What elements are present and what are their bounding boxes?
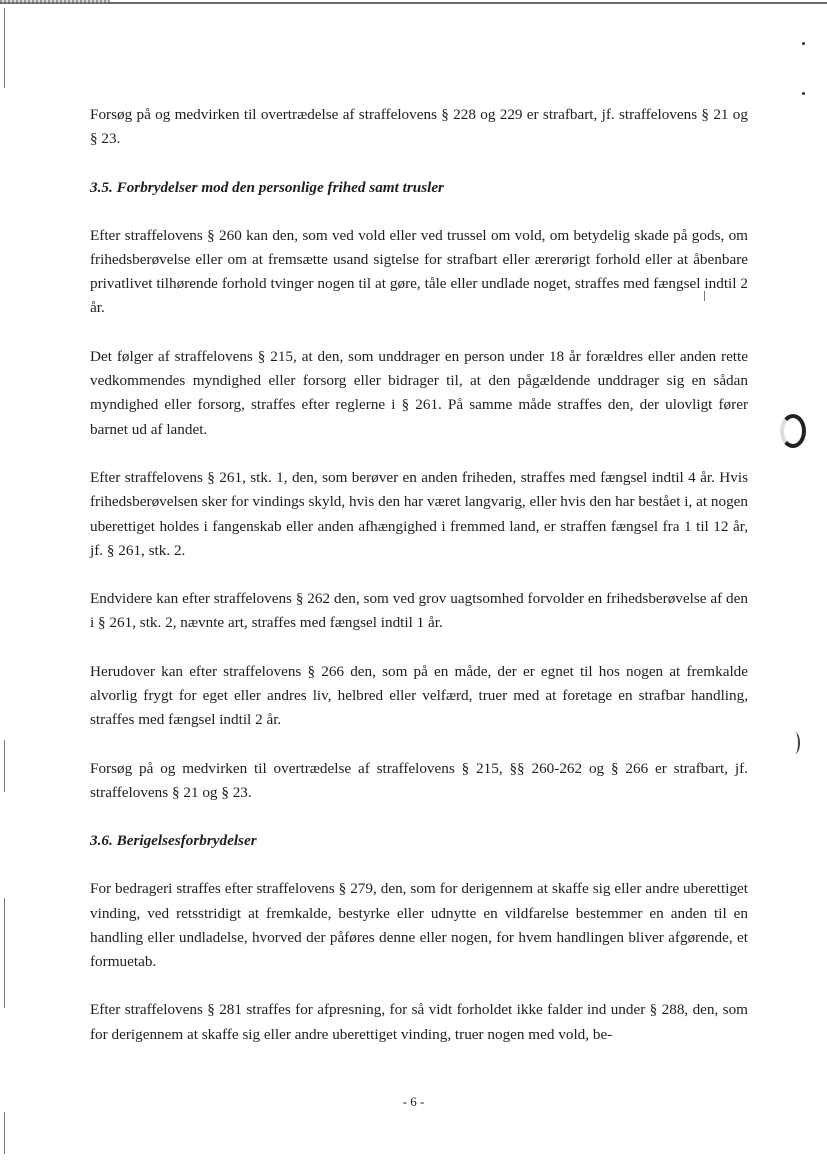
scan-dot <box>802 92 805 95</box>
margin-bracket-mark <box>790 732 800 754</box>
page-number: - 6 - <box>402 1094 425 1109</box>
punch-hole-mark <box>780 414 806 448</box>
body-paragraph: Det følger af straffelovens § 215, at den, som unddrager en person under 18 år forældres eller anden rette vedkommendes myndighed eller forsorg eller bidrager til, at den pågældende unddrager sig en sådan myndighed eller forsorg, straffes efter reglerne i § 261. På samme måde straffes den, der ulovligt fører barnet ud af landet. <box>90 347 748 438</box>
scan-edge-texture <box>0 0 110 3</box>
scan-dot <box>802 42 805 45</box>
body-paragraph: Endvidere kan efter straffelovens § 262 den, som ved grov uagtsomhed forvolder en frihedsberøvelse af den i § 261, stk. 2, nævnte art, straffes med fængsel indtil 1 år. <box>90 590 748 632</box>
body-paragraph: Forsøg på og medvirken til overtrædelse af straffelovens § 215, §§ 260-262 og § 266 er strafbart, jf. straffelovens § 21 og § 23. <box>90 759 748 801</box>
body-paragraph: Herudover kan efter straffelovens § 266 den, som på en måde, der er egnet til hos nogen at fremkalde alvorlig frygt for eget eller andres liv, helbred eller velfærd, truer med at foretage en strafbar handling, straffes med fængsel indtil 2 år. <box>90 662 748 729</box>
left-margin-mark <box>4 8 5 88</box>
body-paragraph: Efter straffelovens § 260 kan den, som ved vold eller ved trussel om vold, om betydelig skade på gods, om frihedsberøvelse eller om at fremsætte usand sigtelse for strafbart eller ærerørigt forhold eller at åbenbare privatlivet tilhørende forhold tvinger nogen til at gøre, tåle eller undlade noget, straffes med fængsel indtil 2 år. <box>90 226 748 317</box>
body-paragraph: Efter straffelovens § 261, stk. 1, den, som berøver en anden friheden, straffes med fængsel indtil 4 år. Hvis frihedsberøvelsen sker for vindings skyld, hvis den har været langvarig, eller hvis den har bestået i, at nogen uberettiget holdes i fangenskab eller anden afhængighed i fremmed land, er straffen fængsel fra 1 til 12 år, jf. § 261, stk. 2. <box>90 468 748 559</box>
document-body <box>90 103 748 1071</box>
left-margin-mark <box>4 740 5 792</box>
top-scan-edge <box>0 2 827 4</box>
body-paragraph: Efter straffelovens § 281 straffes for afpresning, for så vidt forholdet ikke falder ind under § 288, den, som for derigennem at skaffe sig eller andre uberettiget vinding, truer nogen med vold, be- <box>90 1001 748 1043</box>
section-heading: 3.5. Forbrydelser mod den personlige frihed samt trusler <box>90 178 444 196</box>
body-paragraph: Forsøg på og medvirken til overtrædelse af straffelovens § 228 og 229 er strafbart, jf. straffelovens § 21 og § 23. <box>90 106 748 148</box>
left-margin-mark <box>4 898 5 1008</box>
section-heading: 3.6. Berigelsesforbrydelser <box>90 832 257 850</box>
body-paragraph: For bedrageri straffes efter straffelovens § 279, den, som for derigennem at skaffe sig eller andre uberettiget vinding, ved retsstridigt at fremkalde, bestyrke eller udnytte en vildfarelse bestemmer en anden til en handling eller undladelse, hvorved der påføres denne eller nogen, for hvem handlingen bliver afgørende, et formuetab. <box>90 880 748 971</box>
left-margin-mark <box>4 1112 5 1154</box>
